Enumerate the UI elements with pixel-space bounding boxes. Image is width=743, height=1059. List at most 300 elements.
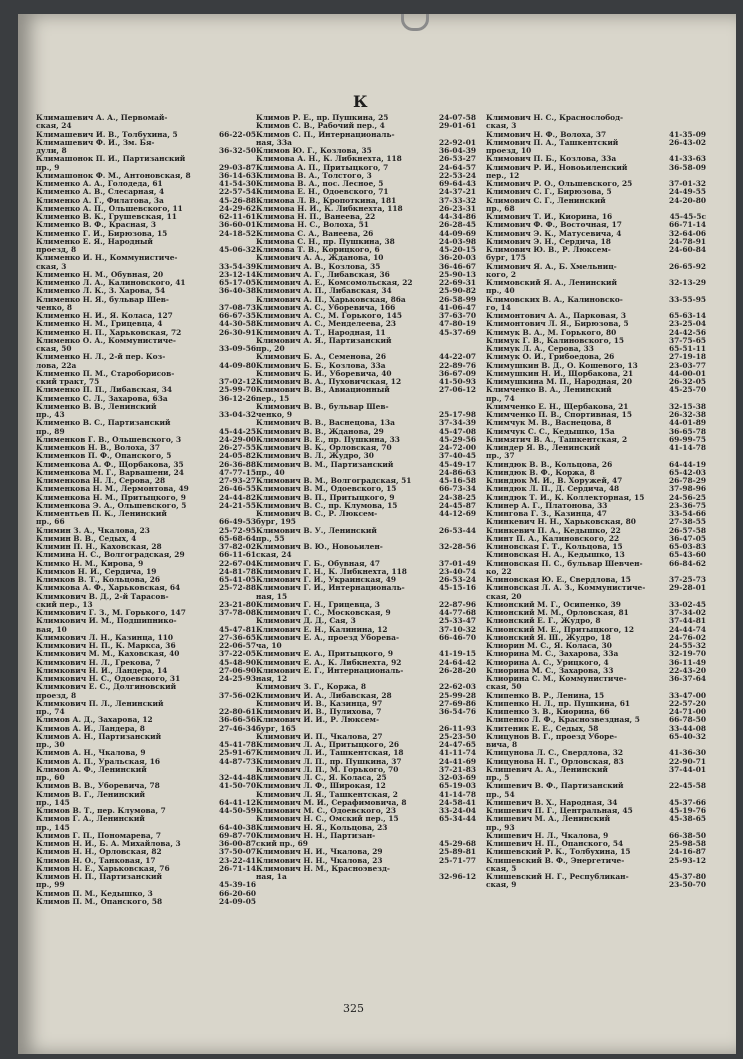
entry-name: Климченко Е. Н., Щербакова, 21 [486,402,629,411]
entry-phone: 27-38-55 [669,518,706,527]
entry-name: Климова В. А., Толстого, 3 [256,171,372,180]
directory-entry [256,337,476,345]
entry-phone: 41-33-63 [669,155,706,164]
directory-entry [36,329,256,337]
entry-phone: 37-40-45 [439,452,476,461]
entry-phone: 66-73-34 [439,485,476,494]
entry-name: ская, 9 [486,881,517,890]
directory-entry [36,683,256,691]
directory-entry [36,815,256,823]
entry-phone: 64-41-12 [219,798,256,807]
entry-name: Климкович Н. И., Ландера, 14 [36,666,168,675]
entry-name: пр., 74 [486,394,515,403]
entry-phone: 22-57-20 [669,699,706,708]
entry-phone: 23-03-77 [669,361,706,370]
entry-name: Клименко Н. М., Обувная, 20 [36,270,164,279]
entry-phone: 33-04-32 [219,411,256,419]
entry-name: Климович Ф. Ф., Восточная, 17 [486,221,622,230]
directory-entry [256,675,476,683]
entry-name: Климович Е. А., Притыцкого, 9 [256,650,393,659]
entry-name: Климов А. Н., Чкалова, 9 [36,749,146,758]
entry-phone: 37-01-32 [669,180,706,188]
entry-name: Климович Н. С., Краснослобод- [486,114,624,122]
entry-name: Климович В. К., Орловская, 70 [256,444,392,452]
entry-phone: 65-68-64 [219,534,256,543]
directory-entry [36,304,256,312]
entry-name: Климашевич Ф. И., Зм. Бя- [36,138,155,147]
directory-entry [36,155,256,163]
entry-name: Климов Н. Н., Орловская, 82 [36,848,162,857]
entry-name: Климович В. С., пр. Клумова, 15 [256,501,398,510]
entry-phone: 69-99-75 [669,435,706,444]
directory-entry [36,733,256,741]
entry-name: Климович Я. А., Б. Хмельниц- [486,262,617,271]
directory-entry [256,667,476,675]
entry-phone: 66-49-53 [219,518,256,527]
entry-phone: 27-69-86 [439,699,476,708]
entry-phone: 69-87-70 [219,831,256,840]
directory-entry [36,296,256,304]
entry-phone: 24-86-63 [439,468,476,477]
directory-entry [36,782,256,790]
entry-phone: 37-82-02 [219,543,256,551]
entry-name: пр., 30 [36,741,65,749]
entry-name: Клинер А. Г., Платонова, 33 [486,501,608,510]
directory-entry [486,551,706,559]
directory-entry [36,758,256,766]
directory-entry [256,848,476,856]
directory-entry [36,560,256,568]
directory-entry [36,527,256,535]
entry-phone: 32-96-12 [439,873,476,881]
entry-name: Клиндюк В. Ф., Коржа, 8 [486,468,595,477]
directory-entry [36,626,256,634]
entry-name: Клименко В. К., Грушевская, 11 [36,213,177,221]
entry-phone: 37-01-49 [439,559,476,568]
directory-entry [486,213,706,221]
entry-name: ко, 22 [486,567,512,576]
directory-entry [486,675,706,683]
directory-entry [256,155,476,163]
entry-phone: 33-44-08 [669,724,706,733]
entry-phone: 25-99-28 [439,691,476,700]
entry-phone: 32-03-69 [439,774,476,782]
entry-phone: 26-27-55 [219,444,256,452]
directory-entry [486,725,706,733]
entry-phone: 41-06-47 [439,303,476,312]
entry-name: ская, 3 [486,122,517,131]
directory-entry [256,865,476,873]
directory-entry [486,494,706,502]
entry-phone: 24-49-55 [669,188,706,197]
directory-entry [486,543,706,551]
directory-entry [486,683,706,691]
directory-entry [36,807,256,815]
entry-name: Клионский М. М., Орловская, 81 [486,609,629,617]
entry-name: Клиновская Л. А. З., Коммунистиче- [486,584,646,593]
entry-phone: 41-35-09 [669,130,706,139]
entry-name: Климович Г. И., Украинская, 49 [256,576,397,584]
entry-name: Клименко Е. Я., Народный [36,237,153,246]
directory-entry [36,428,256,436]
entry-name: Клинкевич Н. Н., Харьковская, 80 [486,518,636,527]
entry-name: Клиновская П. С., бульвар Шевчен- [486,559,643,568]
directory-entry [256,254,476,262]
entry-name: Климова Н. П., Ванеева, 22 [256,213,376,221]
entry-name: Климович Р. И., Новоьиленский [486,163,628,172]
entry-phone: 24-41-69 [439,757,476,766]
entry-phone: 66-22-05 [219,130,256,139]
directory-entry [486,337,706,345]
entry-name: Клименкова Э. А., Ольшевского, 5 [36,501,187,510]
column-1 [36,114,256,906]
entry-name: Климович А. П., Либавская, 34 [256,287,392,296]
directory-entry [36,535,256,543]
entry-phone: 45-29-68 [439,840,476,848]
entry-phone: 25-90-82 [439,287,476,296]
entry-name: Климович А. С., М. Горького, 145 [256,312,402,320]
directory-entry [256,147,476,155]
entry-name: пр., 5 [486,774,510,782]
entry-phone: 22-90-71 [669,757,706,766]
entry-name: вича, 8 [486,741,518,749]
entry-phone: 44-01-89 [669,419,706,428]
entry-name: Клименков П. Ф., Опанского, 5 [36,452,172,461]
entry-name: го, 14 [486,303,511,312]
entry-name: ская, 24 [256,551,292,560]
entry-phone: 24-18-52 [219,229,256,238]
directory-entry [36,675,256,683]
directory-entry [256,774,476,782]
directory-entry [36,873,256,881]
entry-name: пр., 66 [36,518,65,527]
directory-entry [36,395,256,403]
directory-entry [486,667,706,675]
entry-name: Климович Л. А., Притыцкого, 26 [256,741,400,749]
entry-name: Климович В. В., Жданова, 29 [256,427,384,436]
directory-entry [256,716,476,724]
entry-phone: 41-19-15 [439,650,476,659]
entry-phone: 25-72-95 [219,526,256,535]
entry-phone: 25-98-58 [669,840,706,848]
directory-entry [256,518,476,526]
entry-phone: 33-24-04 [439,807,476,815]
entry-name: Климович Н. Н., Чкалова, 23 [256,856,383,865]
entry-name: Климович А. П., Харьковская, 86а [256,295,406,304]
directory-entry [36,716,256,724]
entry-name: Климов Н. И., Б. А. Михайлова, 3 [36,840,181,848]
entry-phone: 22-06-57 [219,642,256,650]
directory-entry [486,155,706,163]
entry-name: Клименко Н. П., Харьковская, 72 [36,328,182,337]
directory-entry [486,362,706,370]
directory-entry [256,180,476,188]
entry-phone: 41-14-78 [439,790,476,799]
directory-entry [256,601,476,609]
directory-entry [256,733,476,741]
directory-entry [36,692,256,700]
entry-phone: 32-15-38 [669,402,706,411]
directory-entry [256,271,476,279]
directory-entry [256,131,476,139]
directory-entry [36,197,256,205]
directory-entry [486,700,706,708]
entry-phone: 33-55-95 [669,295,706,304]
entry-name: Климков В. Т., Кольцова, 26 [36,576,161,584]
binder-ring [401,14,429,31]
entry-name: Климов Н. П., Партизанский [36,873,163,881]
entry-phone: 24-45-87 [439,501,476,510]
entry-name: Климкович Н. П., К. Маркса, 36 [36,642,176,650]
directory-entry [256,584,476,592]
entry-name: Климович Л. П., М. Горького, 70 [256,765,399,774]
entry-phone: 45-20-15 [439,246,476,254]
entry-name: Климович В. В., Авиационный [256,386,390,395]
directory-entry [486,147,706,155]
directory-entry [36,180,256,188]
entry-phone: 36-14-63 [219,171,256,180]
directory-entry [256,807,476,815]
entry-name: пер., 15 [256,394,290,403]
entry-name: Клименко Н. Л., 2-й пер. Коз- [36,353,166,362]
entry-name: Климович Г. Н., Грицевца, 3 [256,600,380,609]
directory-entry [36,568,256,576]
entry-name: Клишевич В. Х., Народная, 34 [486,798,618,807]
directory-entry [256,238,476,246]
entry-phone: 27-06-90 [219,666,256,675]
directory-entry [486,469,706,477]
directory-entry [486,535,706,543]
directory-entry [256,370,476,378]
entry-phone: 65-34-44 [439,815,476,824]
entry-name: Климович И. П., Чкалова, 27 [256,732,383,741]
entry-name: Климкович Н. Л., Грекова, 7 [36,658,161,667]
directory-entry [256,708,476,716]
entry-phone: 24-29-62 [219,204,256,213]
entry-name: Климов Н. О., Танковая, 17 [36,856,156,865]
entry-phone: 65-51-11 [669,345,706,353]
entry-name: дули, 8 [36,147,67,155]
directory-entry [256,626,476,634]
entry-phone: 36-04-39 [439,147,476,155]
entry-phone: 45-37-69 [439,328,476,337]
entry-name: Климкович Л. Н., Казинца, 110 [36,633,174,642]
directory-entry [486,230,706,238]
directory-entry [256,527,476,535]
directory-entry [486,815,706,823]
directory-entry [256,873,476,881]
directory-entry [36,122,256,130]
entry-phone: 26-65-92 [669,262,706,271]
entry-phone: 22-80-61 [219,708,256,716]
directory-entry [36,477,256,485]
directory-entry [36,502,256,510]
entry-phone: 27-19-18 [669,353,706,362]
entry-name: Климович Н. И., Чкалова, 29 [256,848,383,857]
entry-name: Клименко А. Г., Филатова, 3а [36,196,164,205]
entry-name: Климович П. Б., Козлова, 33а [486,155,617,164]
entry-name: пр., 40 [486,287,515,296]
entry-name: пр., 89 [36,427,65,436]
directory-entry [486,403,706,411]
entry-phone: 37-02-12 [219,378,256,386]
entry-phone: 45-06-32 [219,246,256,254]
entry-phone: 26-28-45 [439,221,476,230]
entry-name: Климов Г. П., Пономарева, 7 [36,831,161,840]
directory-entry [36,221,256,229]
entry-phone: 23-12-14 [219,270,256,279]
entry-name: Клименкова А. Ф., Щорбакова, 35 [36,460,184,469]
entry-name: пр., 40 [256,468,285,477]
entry-name: пр., 37 [486,452,515,461]
entry-name: проезд, 8 [36,691,77,700]
entry-phone: 36-20-03 [439,254,476,263]
entry-name: ская, 50 [486,683,522,692]
entry-phone: 29-01-61 [439,122,476,131]
directory-entry [486,164,706,172]
directory-entry [486,131,706,139]
entry-name: Клименко Г. И., Бирюзова, 15 [36,229,168,238]
directory-entry [36,601,256,609]
entry-name: ная, 12 [256,675,288,683]
directory-entry [256,188,476,196]
directory-entry [36,824,256,832]
directory-entry [256,510,476,518]
entry-name: Климович Л. П., пр. Пушкина, 37 [256,757,402,766]
directory-entry [256,494,476,502]
entry-phone: 37-98-96 [669,485,706,494]
entry-phone: 27-93-27 [219,477,256,485]
directory-entry [36,345,256,353]
entry-name: Клименко А. А., Голодеда, 61 [36,180,163,188]
directory-entry [486,395,706,403]
directory-entry [486,749,706,757]
entry-name: Климашевич А. А., Первомай- [36,114,168,122]
directory-entry [486,593,706,601]
directory-entry [36,848,256,856]
directory-entry [36,543,256,551]
entry-phone: 37-22-05 [219,650,256,659]
entry-phone: 26-23-31 [439,204,476,213]
entry-phone: 26-28-20 [439,666,476,675]
entry-name: Клионский М. Г., Осипенко, 39 [486,600,621,609]
entry-name: Клипенко Н. Л., пр. Пушкина, 61 [486,699,630,708]
directory-entry [486,122,706,130]
directory-entry [256,213,476,221]
entry-phone: 37-78-08 [219,609,256,617]
entry-phone: 29-03-87 [219,163,256,172]
directory-entry [486,692,706,700]
entry-name: Климович Н. М., Красноэвезд- [256,864,390,873]
entry-name: ская, 50 [36,345,72,353]
entry-name: Клитеник Е. Е., Седых, 58 [486,724,599,733]
directory-entry [36,617,256,625]
entry-phone: 25-90-13 [439,270,476,279]
entry-name: Клицунов В. Г., проезд Уборе- [486,732,618,741]
directory-entry [36,452,256,460]
directory-entry [486,609,706,617]
entry-name: Клиндюк Л. П., Д. Сердича, 48 [486,485,620,494]
entry-name: Климович В. Л., Жудро, 30 [256,452,374,461]
entry-phone: 33-09-56 [219,345,256,353]
entry-phone: 25-89-81 [439,848,476,857]
entry-name: пр., 145 [36,798,70,807]
entry-phone: 41-36-30 [669,749,706,758]
directory-entry [36,659,256,667]
entry-phone: 45-39-16 [219,881,256,890]
directory-entry [256,296,476,304]
directory-entry [36,667,256,675]
directory-entry [36,436,256,444]
directory-entry [36,444,256,452]
entry-phone: 25-99-70 [219,386,256,395]
directory-entry [36,593,256,601]
entry-name: Клишевич Н. П., Опанского, 54 [486,840,624,848]
entry-name: Климкович М. М., Каховская, 40 [36,650,180,659]
directory-entry [486,320,706,328]
entry-name: Климук Л. А., Серова, 33 [486,345,594,353]
entry-name: Климович Э. Н., Сердича, 18 [486,237,611,246]
entry-name: Клишевский В. Ф., Энергетиче- [486,856,625,865]
entry-name: Климова С. Н., пр. Пушкина, 38 [256,237,395,246]
entry-phone: 45-45-5с [669,213,706,221]
directory-entry [36,584,256,592]
directory-entry [256,122,476,130]
directory-entry [486,560,706,568]
directory-entry [256,353,476,361]
entry-phone: 25-33-47 [439,617,476,626]
entry-name: Климин З. А., Чкалова, 23 [36,526,150,535]
directory-entry [256,535,476,543]
directory-entry [36,840,256,848]
directory-entry [256,114,476,122]
entry-name: Климович Л. И., Ташкентская, 18 [256,749,404,758]
entry-phone: 65-03-83 [669,543,706,551]
directory-entry [486,172,706,180]
entry-name: Климович В. У., Ленинский [256,526,377,535]
directory-entry [486,436,706,444]
entry-phone: 24-38-25 [439,493,476,502]
entry-phone: 26-32-05 [669,378,706,386]
entry-name: Климашевич И. В., Толбухина, 5 [36,130,178,139]
entry-name: Климонтович А. А., Парковая, 3 [486,312,627,320]
entry-name: Климов П. М., Кедышко, 3 [36,889,153,898]
directory-entry [256,221,476,229]
entry-name: ная, 15 [256,592,288,601]
entry-phone: 45-26-88 [219,196,256,205]
entry-phone: 24-58-41 [439,798,476,807]
entry-phone: 26-53-44 [439,526,476,535]
entry-name: Клименкова Н. М., Притыцкого, 9 [36,493,186,502]
entry-name: Климовских В. А., Калиновско- [486,295,623,304]
entry-name: ченко, 9 [256,411,293,419]
entry-phone: 24-56-25 [669,493,706,502]
directory-entry [36,551,256,559]
directory-entry [36,337,256,345]
directory-entry [486,477,706,485]
directory-entry [36,791,256,799]
directory-entry [36,263,256,271]
directory-entry [256,386,476,394]
entry-name: Климович В. Ю., Новоьилен- [256,543,383,551]
entry-phone: 26-32-38 [669,411,706,419]
entry-phone: 36-60-01 [219,221,256,230]
entry-name: Климук Г. В., Калиновского, 15 [486,336,625,345]
entry-name: Клишевич В. Ф., Партизанский [486,782,624,791]
entry-phone: 33-54-66 [669,510,706,518]
entry-name: Климов А. Д., Захарова, 12 [36,716,153,725]
directory-entry [486,527,706,535]
